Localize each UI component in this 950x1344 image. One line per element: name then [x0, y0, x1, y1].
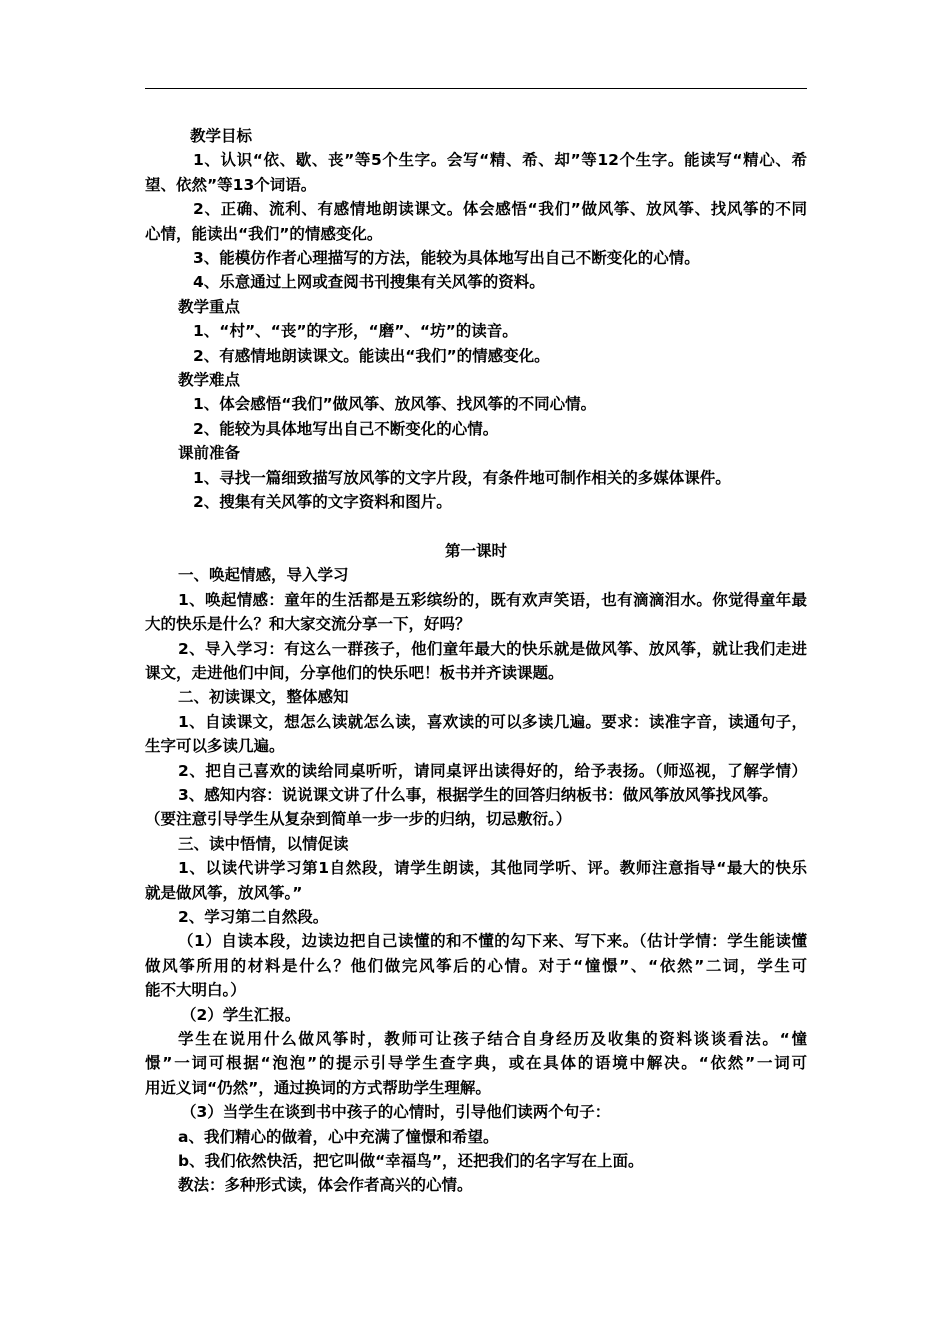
paragraph-line: 2、导入学习：有这么一群孩子，他们童年最大的快乐就是做风筝、放风筝，就让我们走进 — [178, 639, 807, 658]
paragraph-line: a、我们精心的做着，心中充满了憧憬和希望。 — [178, 1127, 499, 1146]
paragraph-line: 就是做风筝，放风筝。” — [145, 883, 303, 902]
paragraph-line: （1）自读本段，边读边把自己读懂的和不懂的勾下来、写下来。（估计学情：学生能读懂 — [178, 932, 807, 951]
paragraph-line: （要注意引导学生从复杂到简单一步一步的归纳，切忌敷衍。） — [145, 810, 572, 829]
paragraph-line: 用近义词“仍然”，通过换词的方式帮助学生理解。 — [145, 1078, 491, 1097]
paragraph-line: 1、以读代讲学习第1自然段，请学生朗读，其他同学听、评。教师注意指导“最大的快乐 — [178, 859, 807, 878]
document-body — [145, 124, 807, 1198]
paragraph-line: 望、依然”等13个词语。 — [145, 175, 317, 194]
paragraph-line: （3）当学生在谈到书中孩子的心情时，引导他们读两个句子： — [181, 1103, 611, 1122]
paragraph-line: 3、感知内容：说说课文讲了什么事，根据学生的回答归纳板书：做风筝放风筝找风筝。 — [178, 785, 778, 804]
paragraph-line: 2、正确、流利、有感情地朗读课文。体会感悟“我们”做风筝、放风筝、找风筝的不同 — [193, 200, 807, 219]
paragraph-line: 教法：多种形式读，体会作者高兴的心情。 — [178, 1176, 473, 1195]
paragraph-line: （2）学生汇报。 — [181, 1005, 301, 1024]
paragraph-line: 做风筝所用的材料是什么？他们做完风筝后的心情。对于“憧憬”、“依然”二词，学生可 — [145, 956, 807, 975]
section-title: 第一课时 — [444, 541, 507, 560]
paragraph-line: 2、搜集有关风筝的文字资料和图片。 — [193, 493, 452, 512]
paragraph-line: 4、乐意通过上网或查阅书刊搜集有关风筝的资料。 — [193, 273, 545, 292]
paragraph-line: b、我们依然快活，把它叫做“幸福鸟”，还把我们的名字写在上面。 — [178, 1152, 644, 1171]
heading-difficulties: 教学难点 — [178, 371, 241, 390]
subheading: 三、读中悟情，以情促读 — [178, 834, 349, 853]
header-rule — [145, 88, 807, 89]
paragraph-line: 1、自读课文，想怎么读就怎么读，喜欢读的可以多读几遍。要求：读准字音，读通句子， — [178, 712, 807, 731]
paragraph-line: 生字可以多读几遍。 — [145, 737, 285, 756]
paragraph-line: 3、能模仿作者心理描写的方法，能较为具体地写出自己不断变化的心情。 — [193, 249, 700, 268]
paragraph-line: 心情，能读出“我们”的情感变化。 — [145, 224, 383, 243]
paragraph-line: 能不大明白。） — [145, 981, 246, 1000]
paragraph-line: 1、“村”、“丧”的字形，“磨”、“坊”的读音。 — [193, 322, 518, 341]
paragraph-line: 课文，走进他们中间，分享他们的快乐吧！板书并齐读课题。 — [145, 663, 564, 682]
paragraph-line: 1、认识“依、歇、丧”等5个生字。会写“精、希、却”等12个生字。能读写“精心、希 — [193, 151, 807, 170]
subheading: 二、初读课文，整体感知 — [178, 688, 349, 707]
paragraph-line: 学生在说用什么做风筝时，教师可让孩子结合自身经历及收集的资料谈谈看法。“憧 — [178, 1030, 807, 1049]
heading-preparation: 课前准备 — [178, 444, 241, 463]
paragraph-line: 2、有感情地朗读课文。能读出“我们”的情感变化。 — [193, 346, 550, 365]
paragraph-line: 2、把自己喜欢的读给同桌听听，请同桌评出读得好的，给予表扬。（师巡视，了解学情） — [178, 761, 807, 780]
paragraph-line: 1、唤起情感：童年的生活都是五彩缤纷的，既有欢声笑语，也有滴滴泪水。你觉得童年最 — [178, 590, 807, 609]
heading-teaching-goals: 教学目标 — [190, 127, 253, 145]
paragraph-line: 憬”一词可根据“泡泡”的提示引导学生查字典，或在具体的语境中解决。“依然”一词可 — [145, 1054, 807, 1073]
paragraph-line: 2、能较为具体地写出自己不断变化的心情。 — [193, 419, 499, 438]
subheading: 一、唤起情感，导入学习 — [178, 566, 349, 585]
heading-key-points: 教学重点 — [178, 297, 241, 316]
paragraph-line: 大的快乐是什么？和大家交流分享一下，好吗？ — [145, 615, 471, 634]
paragraph-line: 1、体会感悟“我们”做风筝、放风筝、找风筝的不同心情。 — [193, 395, 597, 414]
paragraph-line: 2、学习第二自然段。 — [178, 907, 329, 926]
paragraph-line: 1、寻找一篇细致描写放风筝的文字片段，有条件地可制作相关的多媒体课件。 — [193, 468, 731, 487]
